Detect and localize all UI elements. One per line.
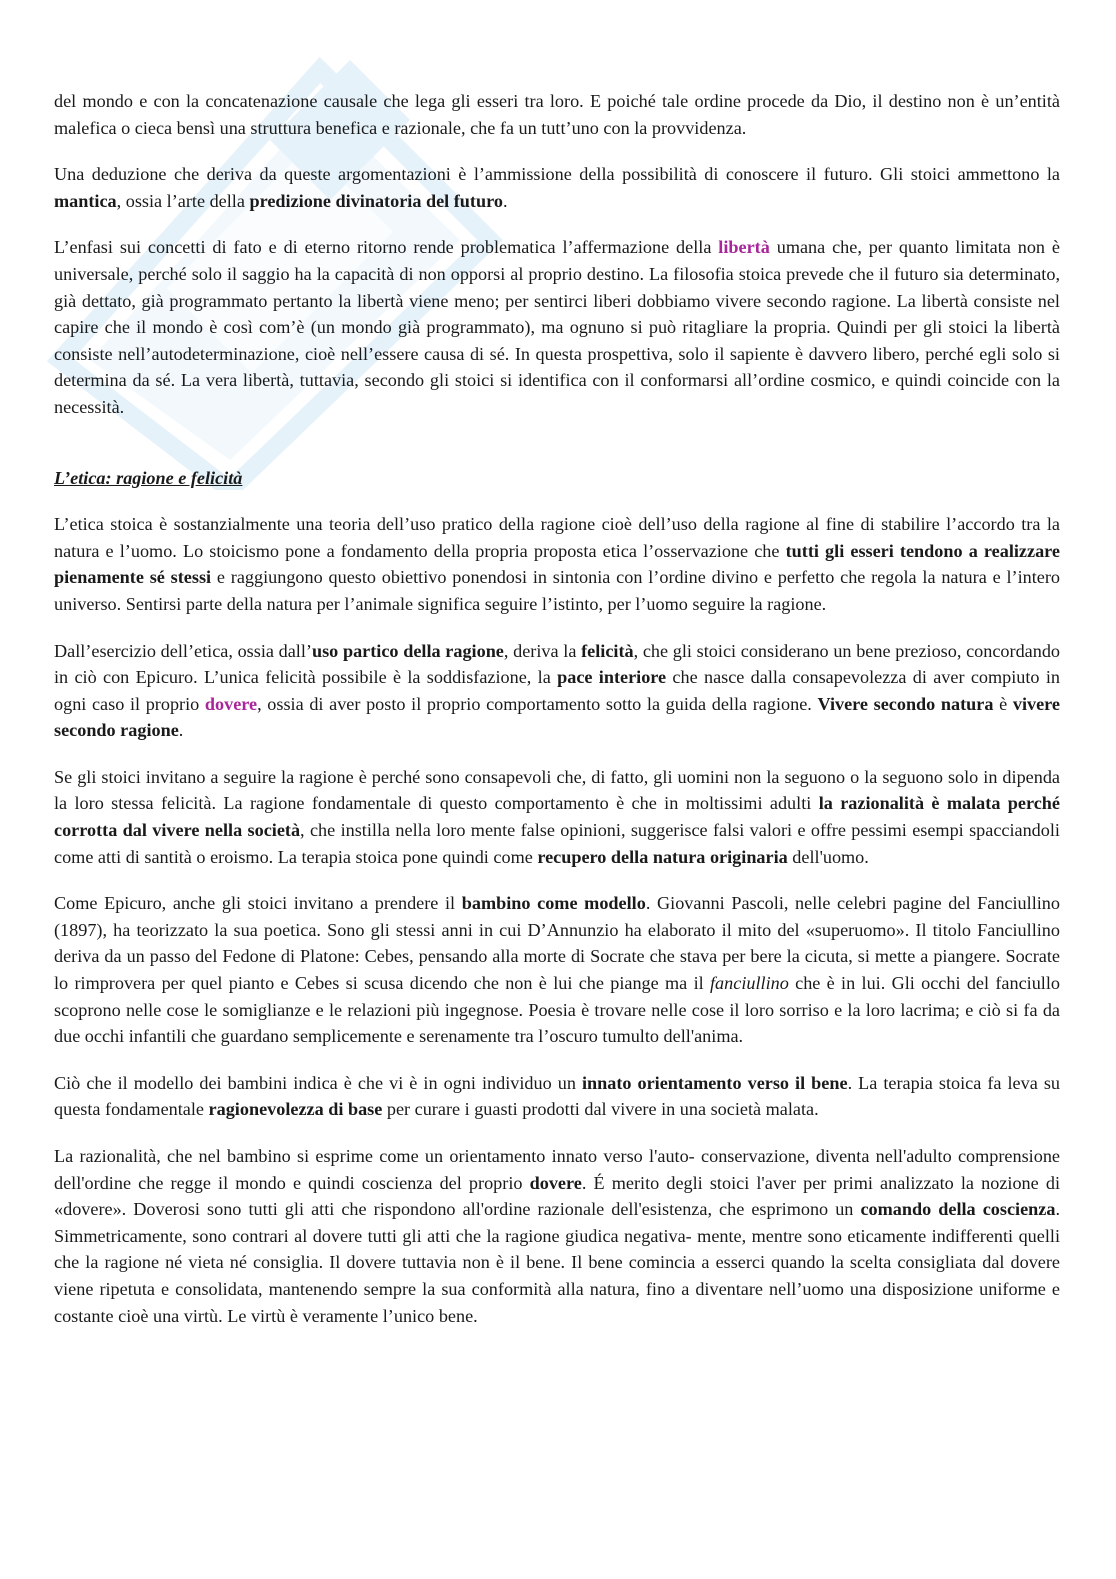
bold-term: bambino come modello: [461, 893, 646, 914]
bold-term: predizione divinatoria del futuro: [249, 190, 503, 211]
bold-term: Vivere secondo natura: [817, 693, 994, 714]
highlighted-term: dovere: [204, 693, 258, 714]
paragraph: Se gli stoici invitano a seguire la ragione è perché sono consapevoli che, di fatto, gli uomini non la seguono o la seguono solo in dipenda la loro stessa felicità. La ragione fondamentale di questo comportamento è che in moltissimi adulti la razionalità è malata perché corrotta dal vivere nella società, che instilla nella loro mente false opinioni, suggerisce falsi valori e offre pessimi esempi spacciandoli come atti di santità o eroismo. La terapia stoica pone quindi come recupero della natura originaria dell'uomo.: [54, 766, 1060, 867]
bold-term: vivere secondo ragione: [54, 693, 1060, 741]
paragraph: Ciò che il modello dei bambini indica è che vi è in ogni individuo un innato orientamento verso il bene. La terapia stoica fa leva su questa fondamentale ragionevolezza di base per curare i guasti prodotti dal vivere in una società malata.: [54, 1072, 1060, 1120]
bold-term: pace interiore: [557, 667, 667, 688]
bold-term: uso partico della ragione: [311, 640, 504, 661]
paragraph: L’etica stoica è sostanzialmente una teoria dell’uso pratico della ragione cioè dell’uso della ragione al fine di stabilire l’accordo tra la natura e l’uomo. Lo stoicismo pone a fondamento della propria proposta etica l’osservazione che tutti gli esseri tendono a realizzare pienamente sé stessi e raggiungono questo obiettivo ponendosi in sintonia con l’ordine divino e perfetto che regola la natura e l’intero universo. Sentirsi parte della natura per l’animale significa seguire l’istinto, per l’uomo seguire la ragione.: [54, 514, 1060, 614]
section-heading: L’etica: ragione e felicità: [54, 467, 243, 488]
bold-term: la razionalità è malata perché corrotta dal vivere nella società: [54, 793, 1060, 841]
paragraph: L’enfasi sui concetti di fato e di eterno ritorno rende problematica l’affermazione della libertà umana che, per quanto limitata non è universale, perché solo il saggio ha la capacità di non opporsi al proprio destino. La filosofia stoica prevede che il futuro sia determinato, già dettato, già programmato pertanto la libertà viene meno; per sentirci liberi dobbiamo vivere secondo ragione. La libertà consiste nel capire che il mondo è così com’è (un mondo già programmato), ma ognuno si può ritagliare la propria. Quindi per gli stoici la libertà consiste nell’autodeterminazione, cioè nell’essere causa di sé. In questa prospettiva, solo il sapiente è davvero libero, perché egli solo si determina da sé. La vera libertà, tuttavia, secondo gli stoici si identifica con il conformarsi all’ordine cosmico, e quindi coincide con la necessità.: [54, 237, 1060, 417]
paragraph: La razionalità, che nel bambino si esprime come un orientamento innato verso l'auto- conservazione, diventa nell'adulto comprensione dell'ordine che regge il mondo e quindi coscienza del proprio dovere. É merito degli stoici l'aver per primi analizzato la nozione di «dovere». Doverosi sono tutti gli atti che rispondono all'ordine razionale dell'esistenza, che esprimono un comando della coscienza. Simmetricamente, sono contrari al dovere tutti gli atti che la ragione giudica negativa- mente, mentre sono eticamente indifferenti quelli che la ragione né vieta né consiglia. Il dovere tuttavia non è il bene. Il bene comincia a esserci quando la scelta consigliata dal dovere viene ripetuta e consolidata, mantenendo sempre la sua conformità alla natura, fino a diventare nell’uomo una disposizione uniforme e costante cioè una virtù. Le virtù è veramente l’unico bene.: [54, 1146, 1060, 1326]
paragraph: Una deduzione che deriva da queste argomentazioni è l’ammissione della possibilità di conoscere il futuro. Gli stoici ammettono la mantica, ossia l’arte della predizione divinatoria del futuro.: [54, 164, 1060, 211]
bold-term: mantica: [54, 190, 117, 211]
bold-term: tutti gli esseri tendono a realizzare pienamente sé stessi: [54, 540, 1060, 588]
bold-term: felicità: [581, 640, 634, 661]
bold-term: dovere: [529, 1172, 582, 1193]
italic-term: fanciullino: [710, 973, 789, 994]
bold-term: recupero della natura originaria: [537, 846, 788, 867]
bold-term: comando della coscienza: [860, 1199, 1056, 1220]
bold-term: ragionevolezza di base: [208, 1099, 383, 1120]
paragraph: Come Epicuro, anche gli stoici invitano a prendere il bambino come modello. Giovanni Pascoli, nelle celebri pagine del Fanciullino (1897), ha teorizzato la sua poetica. Sono gli stessi anni in cui D’Annunzio ha elaborato il mito del «superuomo». Il titolo Fanciullino deriva da un passo del Fedone di Platone: Cebes, pensando alla morte di Socrate che stava per bere la cicuta, si mette a piangere. Socrate lo rimprovera per quel pianto e Cebes si scusa dicendo che non è lui che piange ma il fanciullino che è in lui. Gli occhi del fanciullo scoprono nelle cose le somiglianze e le relazioni più ingegnose. Poesia è trovare nelle cose il loro sorriso e la loro lacrima; e ciò si fa da due occhi infantili che guardano semplicemente e serenamente tra l’oscuro tumulto dell'anima.: [54, 893, 1060, 1047]
paragraph: Dall’esercizio dell’etica, ossia dall’uso partico della ragione, deriva la felicità, che gli stoici considerano un bene prezioso, concordando in ciò con Epicuro. L’unica felicità possibile è la soddisfazione, la pace interiore che nasce dalla consapevolezza di aver compiuto in ogni caso il proprio dovere, ossia di aver posto il proprio comportamento sotto la guida della ragione. Vivere secondo natura è vivere secondo ragione.: [54, 640, 1061, 741]
highlighted-term: libertà: [718, 237, 770, 258]
bold-term: innato orientamento verso il bene: [581, 1072, 848, 1093]
paragraph: del mondo e con la concatenazione causale che lega gli esseri tra loro. E poiché tale ordine procede da Dio, il destino non è un’entità malefica o cieca bensì una struttura benefica e razionale, che fa un tutt’uno con la provvidenza.: [54, 91, 1060, 138]
